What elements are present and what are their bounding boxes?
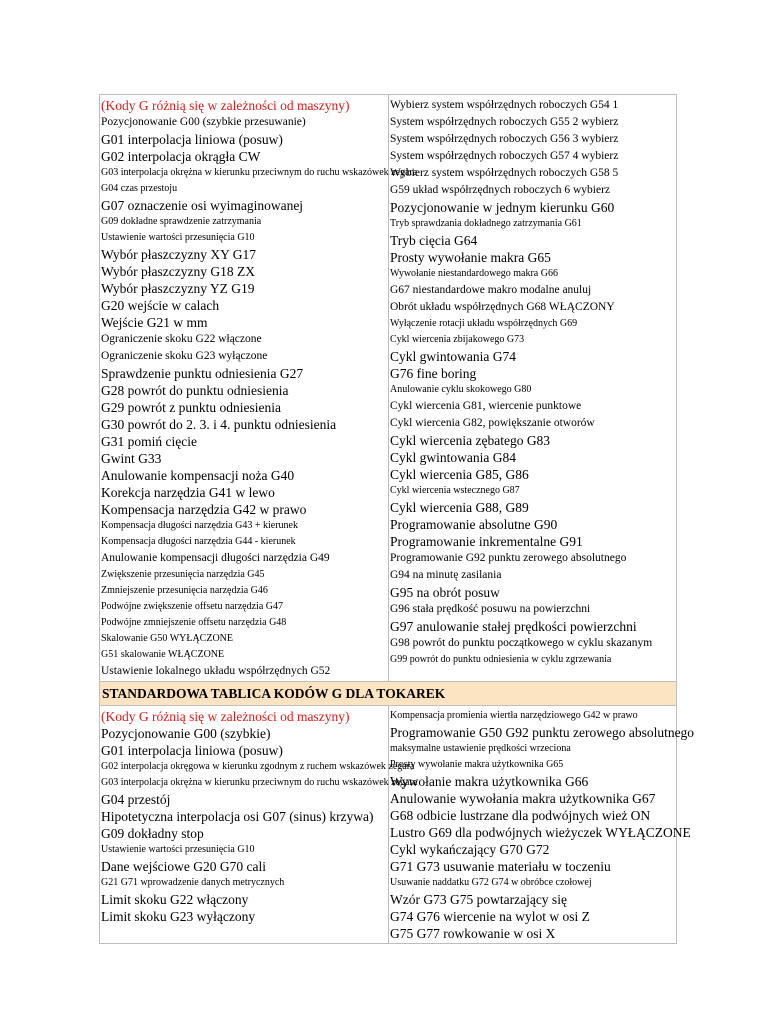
gcode-entry: Limit skoku G22 włączony (101, 892, 249, 907)
gcode-entry: Wybór płaszczyzny XY G17 (101, 247, 257, 262)
gcode-entry: Dane wejściowe G20 G70 cali (101, 859, 266, 874)
gcode-entry: Cykl wiercenia G81, wiercenie punktowe (390, 400, 582, 412)
gcode-entry: G09 dokładne sprawdzenie zatrzymania (101, 216, 262, 227)
gcode-entry: Cykl gwintowania G74 (390, 349, 516, 364)
lathe-codes-left-column (100, 706, 418, 943)
gcode-table (99, 94, 695, 944)
gcode-entry: G09 dokładny stop (101, 826, 204, 841)
gcode-entry: G01 interpolacja liniowa (posuw) (101, 743, 283, 758)
gcode-entry: G03 interpolacja okrężna w kierunku przeciwnym do ruchu wskazówek zegara (101, 777, 418, 788)
gcode-entry: G30 powrót do 2. 3. i 4. punktu odniesienia (101, 417, 337, 432)
gcode-document (99, 94, 695, 944)
gcode-entry: Kompensacja promienia wiertła narzędziowego G42 w prawo (390, 710, 638, 721)
gcode-entry: G94 na minutę zasilania (390, 569, 502, 581)
gcode-entry: G03 interpolacja okrężna w kierunku przeciwnym do ruchu wskazówek zegara (101, 167, 418, 178)
gcode-entry: G59 układ współrzędnych roboczych 6 wybierz (390, 184, 611, 196)
gcode-entry: Wyłączenie rotacji układu współrzędnych G69 (390, 318, 578, 329)
gcode-entry: Wybór płaszczyzny YZ G19 (101, 281, 255, 296)
gcode-entry: Cykl wiercenia zębatego G83 (390, 433, 551, 448)
gcode-entry: Kompensacja długości narzędzia G43 + kierunek (101, 520, 298, 531)
gcode-entry: Podwójne zwiększenie offsetu narzędzia G47 (101, 601, 283, 612)
gcode-entry: G02 interpolacja okręgowa w kierunku zgodnym z ruchem wskazówek zegara (101, 761, 415, 772)
gcode-entry: Programowanie G50 G92 punktu zerowego absolutnego (390, 725, 695, 740)
gcode-entry: Prosty wywołanie makra G65 (390, 250, 551, 265)
gcode-entry: Wejście G21 w mm (101, 315, 208, 330)
gcode-entry: G04 czas przestoju (101, 183, 178, 194)
gcode-entry: Ustawienie wartości przesunięcia G10 (101, 844, 255, 855)
gcode-entry: G67 niestandardowe makro modalne anuluj (390, 284, 592, 296)
gcode-entry: Limit skoku G23 wyłączony (101, 909, 256, 924)
gcode-entry: Korekcja narzędzia G41 w lewo (101, 485, 275, 500)
gcode-entry: G28 powrót do punktu odniesienia (101, 383, 289, 398)
gcode-entry: G31 pomiń cięcie (101, 434, 197, 449)
gcode-entry: Cykl gwintowania G84 (390, 450, 516, 465)
gcode-entry: Gwint G33 (101, 451, 162, 466)
gcode-entry: Pozycjonowanie G00 (szybkie) (101, 726, 271, 741)
gcode-entry: Cykl wiercenia zbijakowego G73 (390, 334, 525, 345)
gcode-entry: Wybierz system współrzędnych roboczych G58 5 (390, 167, 619, 179)
gcode-entry: Ograniczenie skoku G23 wyłączone (101, 350, 268, 362)
gcode-entry: Cykl wiercenia G88, G89 (390, 500, 529, 515)
gcode-entry: G68 odbicie lustrzane dla podwójnych wież ON (390, 808, 651, 823)
lathe-codes-row (100, 706, 695, 943)
gcode-entry: G97 anulowanie stałej prędkości powierzchni (390, 619, 637, 634)
gcode-entry: System współrzędnych roboczych G55 2 wybierz (390, 116, 619, 128)
gcode-entry: G74 G76 wiercenie na wylot w osi Z (390, 909, 590, 924)
gcode-entry: Obrót układu współrzędnych G68 WŁĄCZONY (390, 301, 615, 313)
gcode-entry: G02 interpolacja okrągła CW (101, 149, 261, 164)
gcode-entry: Sprawdzenie punktu odniesienia G27 (101, 366, 304, 381)
gcode-entry: Ograniczenie skoku G22 włączone (101, 333, 262, 345)
gcode-entry: Programowanie G92 punktu zerowego absolutnego (390, 552, 627, 564)
gcode-entry: Lustro G69 dla podwójnych wieżyczek WYŁĄCZONE (390, 825, 691, 840)
gcode-entry: Usuwanie naddatku G72 G74 w obróbce czołowej (390, 877, 592, 888)
gcode-entry: Ustawienie lokalnego układu współrzędnych G52 (101, 665, 331, 677)
lathe-codes-right-column (389, 706, 695, 943)
milling-codes-right-column (389, 95, 676, 681)
gcode-entry: Kompensacja narzędzia G42 w prawo (101, 502, 307, 517)
gcode-entry: System współrzędnych roboczych G57 4 wybierz (390, 150, 619, 162)
gcode-entry: Pozycjonowanie G00 (szybkie przesuwanie) (101, 116, 306, 128)
milling-codes-left-column (100, 95, 418, 681)
gcode-entry: Wywołanie niestandardowego makra G66 (390, 268, 558, 279)
gcode-entry: G29 powrót z punktu odniesienia (101, 400, 281, 415)
gcode-entry: Ustawienie wartości przesunięcia G10 (101, 232, 255, 243)
gcode-entry: Wybór płaszczyzny G18 ZX (101, 264, 256, 279)
gcode-entry: Anulowanie wywołania makra użytkownika G67 (390, 791, 656, 806)
gcode-entry: Zwiększenie przesunięcia narzędzia G45 (101, 569, 265, 580)
gcode-entry: Tryb cięcia G64 (390, 233, 478, 248)
gcode-entry: G99 powrót do punktu odniesienia w cyklu zgrzewania (390, 654, 612, 665)
gcode-entry: G71 G73 usuwanie materiału w toczeniu (390, 859, 611, 874)
gcode-entry: Programowanie absolutne G90 (390, 517, 558, 532)
gcode-entry: Cykl wiercenia wstecznego G87 (390, 485, 520, 496)
gcode-entry: Pozycjonowanie w jednym kierunku G60 (390, 200, 615, 215)
gcode-entry: Cykl wiercenia G85, G86 (390, 467, 529, 482)
gcode-entry: Wywołanie makra użytkownika G66 (390, 774, 589, 789)
lathe-table-heading: STANDARDOWA TABLICA KODÓW G DLA TOKAREK (100, 681, 676, 706)
gcode-entry: G21 G71 wprowadzenie danych metrycznych (101, 877, 285, 888)
gcode-entry: System współrzędnych roboczych G56 3 wybierz (390, 133, 619, 145)
gcode-entry: Programowanie inkrementalne G91 (390, 534, 583, 549)
gcode-entry: G01 interpolacja liniowa (posuw) (101, 132, 283, 147)
gcode-entry: (Kody G różnią się w zależności od maszyny) (101, 98, 350, 113)
gcode-entry: Cykl wiercenia G82, powiększanie otworów (390, 417, 595, 429)
gcode-entry: Tryb sprawdzania dokładnego zatrzymania G61 (390, 218, 582, 229)
gcode-entry: Kompensacja długości narzędzia G44 - kierunek (101, 536, 296, 547)
gcode-entry: Anulowanie kompensacji długości narzędzia G49 (101, 552, 330, 564)
gcode-entry: Prosty wywołanie makra użytkownika G65 (390, 759, 564, 770)
gcode-entry: Anulowanie kompensacji noża G40 (101, 468, 295, 483)
gcode-entry: G04 przestój (101, 792, 171, 807)
gcode-entry: G20 wejście w calach (101, 298, 220, 313)
gcode-entry: G75 G77 rowkowanie w osi X (390, 926, 556, 941)
gcode-entry: Hipotetyczna interpolacja osi G07 (sinus) krzywa) (101, 809, 374, 824)
gcode-entry: G07 oznaczenie osi wyimaginowanej (101, 198, 304, 213)
gcode-entry: Wybierz system współrzędnych roboczych G54 1 (390, 99, 619, 111)
gcode-entry: Cykl wykańczający G70 G72 (390, 842, 550, 857)
gcode-entry: G95 na obrót posuw (390, 585, 500, 600)
gcode-entry: Anulowanie cyklu skokowego G80 (390, 384, 532, 395)
gcode-entry: (Kody G różnią się w zależności od maszyny) (101, 709, 350, 724)
gcode-entry: Zmniejszenie przesunięcia narzędzia G46 (101, 585, 268, 596)
gcode-entry: G96 stała prędkość posuwu na powierzchni (390, 603, 591, 615)
gcode-entry: Podwójne zmniejszenie offsetu narzędzia G48 (101, 617, 287, 628)
gcode-entry: G51 skalowanie WŁĄCZONE (101, 649, 225, 660)
gcode-entry: G76 fine boring (390, 366, 477, 381)
gcode-entry: Wzór G73 G75 powtarzający się (390, 892, 567, 907)
gcode-entry: maksymalne ustawienie prędkości wrzeciona (390, 743, 571, 754)
gcode-entry: G98 powrót do punktu początkowego w cyklu skazanym (390, 637, 653, 649)
gcode-entry: Skalowanie G50 WYŁĄCZONE (101, 633, 234, 644)
milling-codes-row (100, 95, 676, 681)
